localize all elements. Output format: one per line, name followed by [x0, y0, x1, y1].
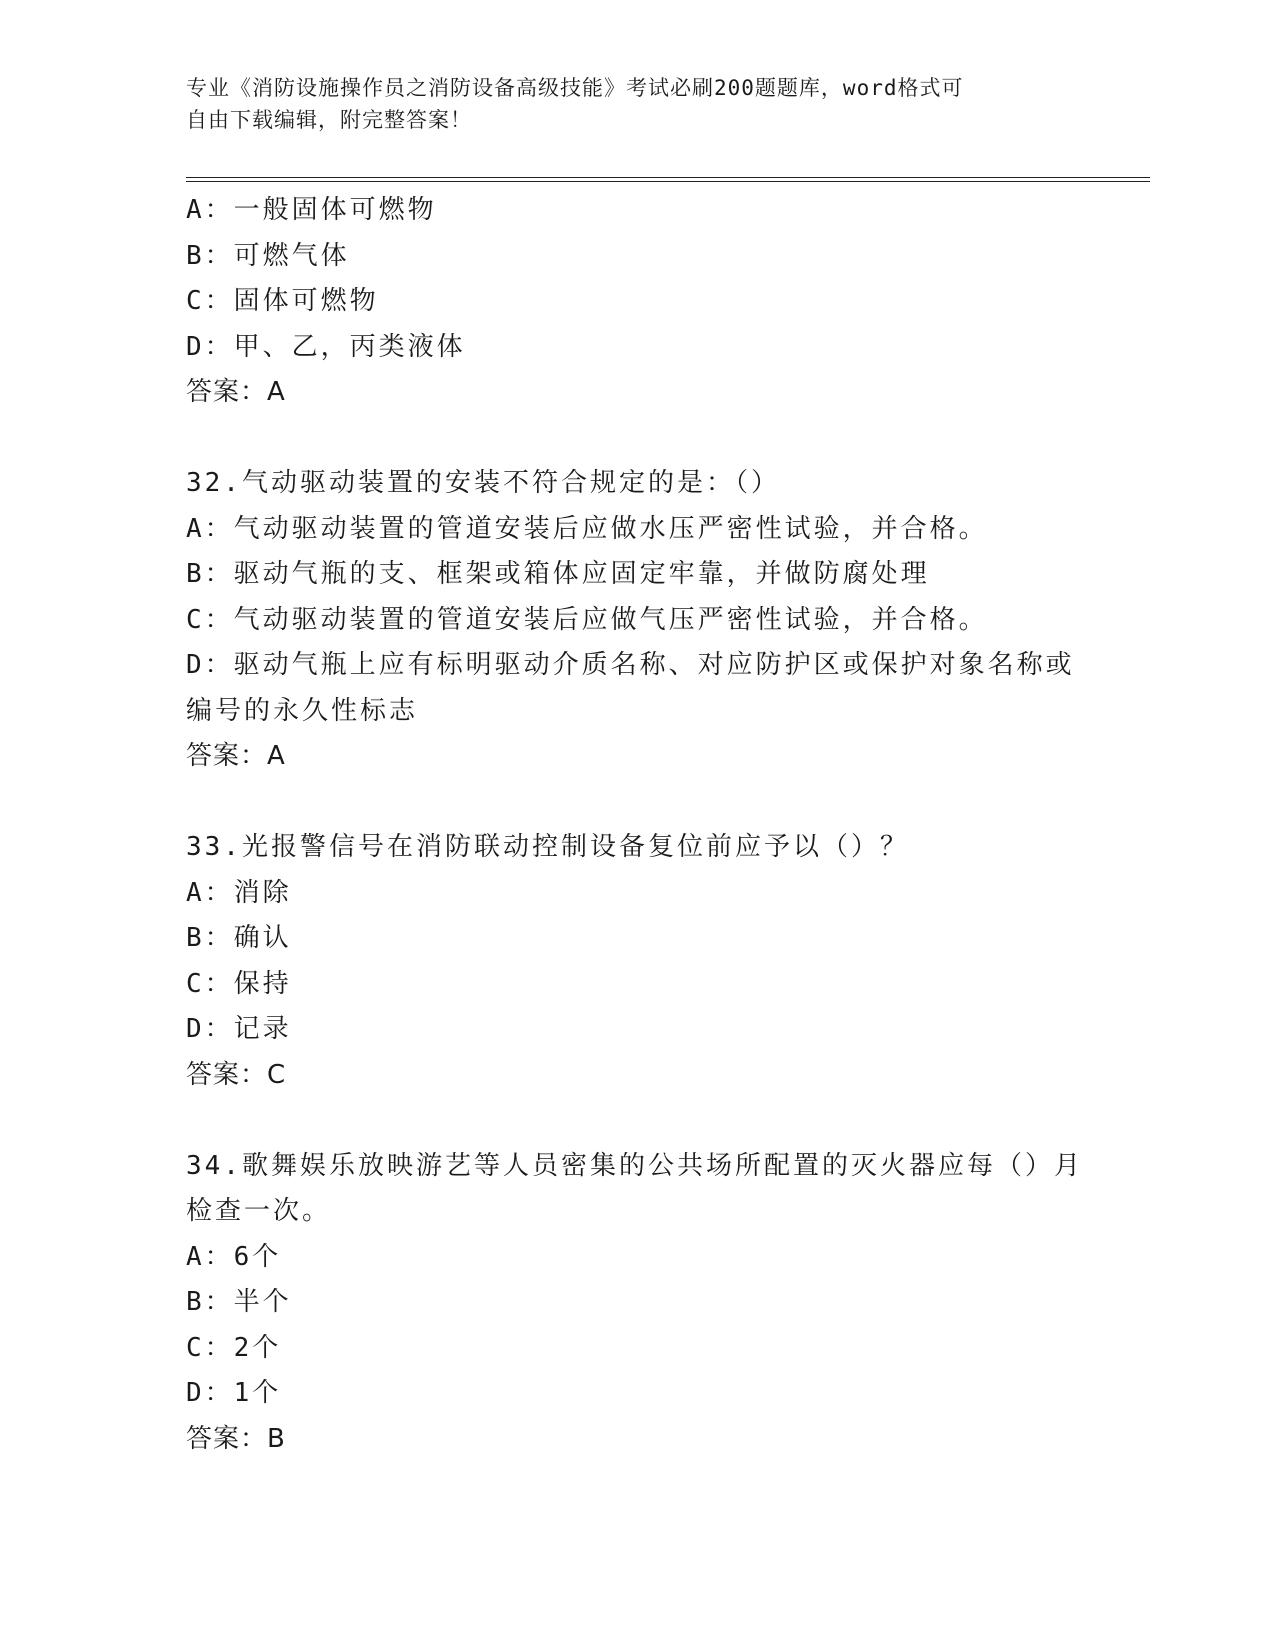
question-text-continued: 检查一次。: [186, 1196, 332, 1226]
question-text: 32.气动驱动装置的安装不符合规定的是：（）: [186, 468, 780, 498]
question-list: [186, 188, 1086, 1462]
option-c: C：保持: [186, 968, 292, 999]
option-d: D：甲、乙，丙类液体: [186, 331, 466, 362]
answer-text: 答案：A: [186, 741, 286, 771]
option-c: C：固体可燃物: [186, 286, 379, 316]
option-a: A：一般固体可燃物: [186, 195, 437, 225]
option-a: A：气动驱动装置的管道安装后应做水压严密性试验，并合格。: [186, 513, 988, 544]
question-text: 34.歌舞娱乐放映游艺等人员密集的公共场所配置的灭火器应每（）月: [186, 1150, 1083, 1181]
option-a: A：消除: [186, 877, 292, 908]
option-b: B：确认: [186, 923, 292, 953]
option-d: D：记录: [186, 1014, 292, 1044]
header-divider-bottom: [186, 181, 1150, 182]
answer-text: 答案：A: [186, 377, 286, 407]
spacer: [186, 416, 1086, 462]
header-divider-top: [186, 177, 1150, 178]
question-block-32: [186, 461, 1086, 780]
header-line-1: 专业《消防设施操作员之消防设备高级技能》考试必刷200题题库，word格式可: [186, 76, 964, 100]
answer-text: 答案：C: [186, 1059, 287, 1090]
option-b: B：驱动气瓶的支、框架或箱体应固定牢靠，并做防腐处理: [186, 559, 930, 589]
header-line-2: 自由下载编辑，附完整答案！: [186, 108, 472, 132]
option-c: C：气动驱动装置的管道安装后应做气压严密性试验，并合格。: [186, 604, 988, 635]
option-d-continued: 编号的永久性标志: [186, 695, 419, 726]
question-block-34: [186, 1144, 1086, 1463]
document-header: [186, 72, 1066, 136]
question-block-31: [186, 188, 1086, 416]
option-d: D：1个: [186, 1378, 282, 1408]
option-c: C：2个: [186, 1332, 282, 1363]
answer-text: 答案：B: [186, 1423, 286, 1454]
question-text: 33.光报警信号在消防联动控制设备复位前应予以（）？: [186, 832, 909, 862]
spacer: [186, 780, 1086, 826]
option-b: B：可燃气体: [186, 240, 350, 271]
option-a: A：6个: [186, 1241, 282, 1272]
spacer: [186, 1098, 1086, 1144]
option-b: B：半个: [186, 1287, 292, 1317]
question-block-33: [186, 825, 1086, 1098]
option-d: D：驱动气瓶上应有标明驱动介质名称、对应防护区或保护对象名称或: [186, 650, 1075, 680]
